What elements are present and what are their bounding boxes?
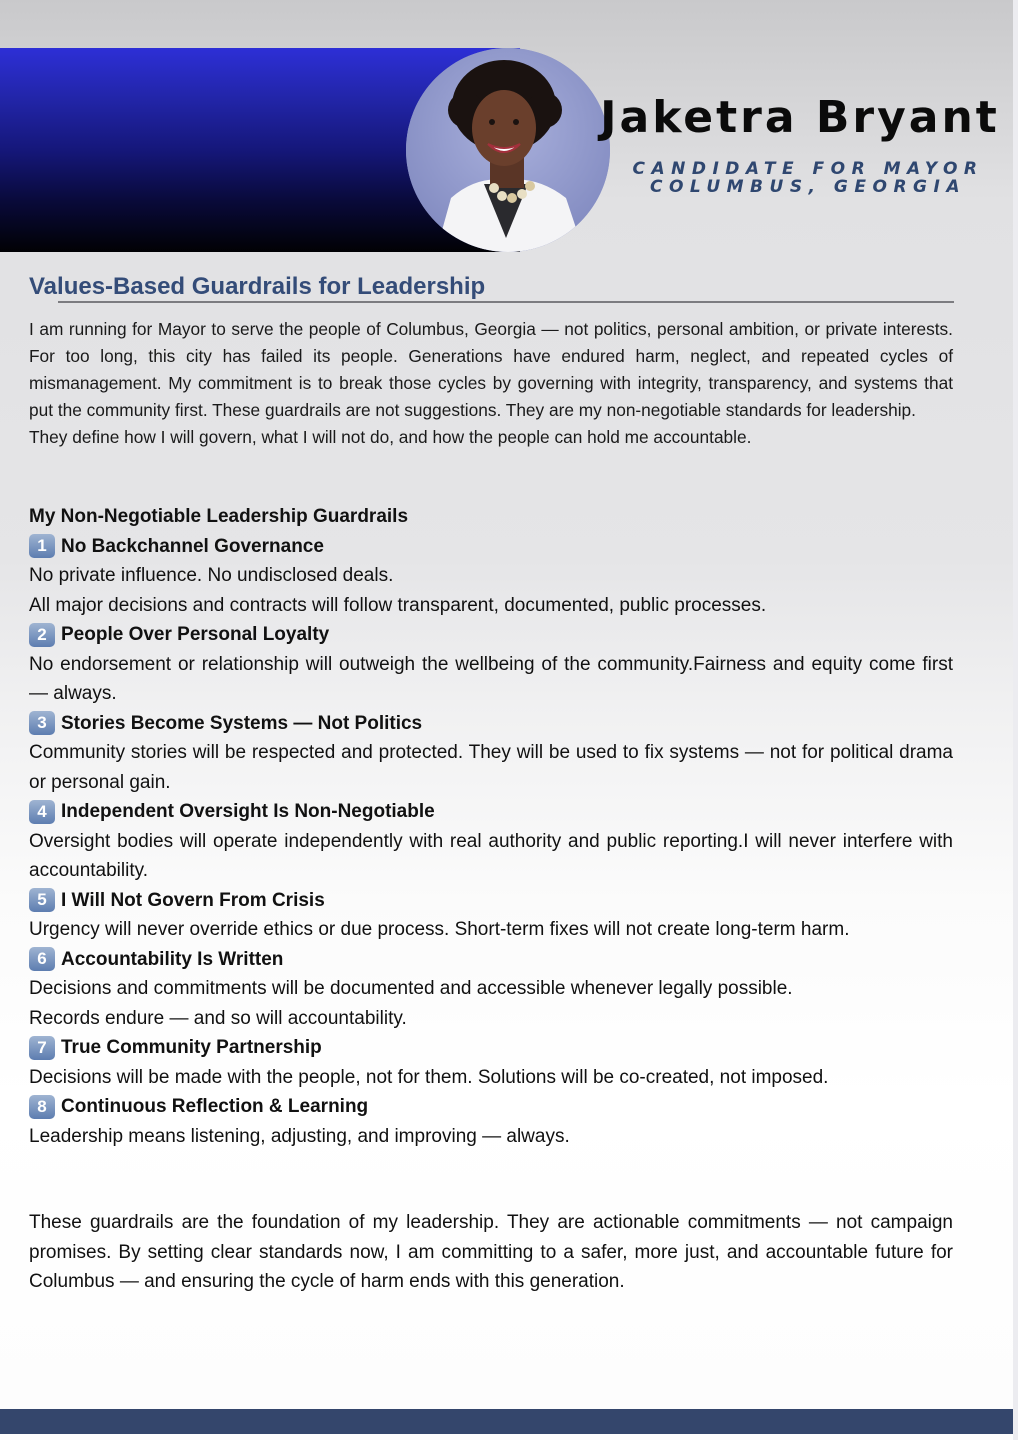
guardrail-title-text: Continuous Reflection & Learning [61, 1096, 369, 1117]
guardrail-text: No private influence. No undisclosed deals. [29, 565, 394, 586]
guardrail-title-text: People Over Personal Loyalty [61, 624, 330, 645]
guardrail-body [29, 827, 953, 886]
guardrail-body [29, 915, 953, 945]
guardrail-title-text: Accountability Is Written [61, 948, 284, 970]
guardrail-title [29, 532, 953, 562]
guardrail-text: Oversight bodies will operate independently with real authority and public reporting.I will never interfere with accountability. [29, 830, 953, 881]
guardrail-body [29, 1063, 953, 1093]
keycap-number-icon: 1 [29, 534, 55, 558]
guardrail-body [29, 650, 953, 709]
guardrail-text: Records endure — and so will accountability. [29, 1007, 407, 1029]
keycap-number-icon: 5 [29, 888, 55, 912]
guardrail-text: Decisions and commitments will be documented and accessible whenever legally possible. [29, 978, 793, 999]
guardrail-text: Community stories will be respected and protected. They will be used to fix systems — not for political drama or personal gain. [29, 742, 953, 793]
candidate-portrait [406, 48, 610, 252]
intro-paragraph: They define how I will govern, what I will not do, and how the people can hold me accountable. [29, 427, 752, 447]
guardrail-title [29, 709, 953, 739]
candidate-subtitle [600, 160, 1016, 196]
intro-text [29, 316, 953, 451]
subtitle-location: COLUMBUS, GEORGIA [650, 177, 966, 197]
guardrails-heading: My Non-Negotiable Leadership Guardrails [29, 506, 409, 527]
keycap-number-icon: 8 [29, 1095, 55, 1119]
keycap-number-icon: 4 [29, 800, 55, 824]
guardrail-text: Leadership means listening, adjusting, and improving — always. [29, 1125, 570, 1147]
guardrail-text: All major decisions and contracts will follow transparent, documented, public processes. [29, 594, 767, 616]
keycap-number-icon: 2 [29, 623, 55, 647]
subtitle-office: CANDIDATE FOR MAYOR [632, 159, 984, 179]
keycap-number-icon: 7 [29, 1036, 55, 1060]
footer-bar [0, 1409, 1013, 1434]
guardrail-title [29, 620, 953, 650]
guardrails-list [29, 502, 953, 1151]
guardrail-title-text: Independent Oversight Is Non-Negotiable [61, 801, 435, 822]
keycap-number-icon: 6 [29, 947, 55, 971]
guardrail-title [29, 886, 953, 916]
guardrail-title [29, 1033, 953, 1063]
guardrail-text: Decisions will be made with the people, not for them. Solutions will be co-created, not imposed. [29, 1066, 829, 1088]
guardrail-text: Urgency will never override ethics or due process. Short-term fixes will not create long-term harm. [29, 919, 850, 940]
keycap-number-icon: 3 [29, 711, 55, 735]
guardrail-body [29, 974, 953, 1033]
guardrail-title [29, 1092, 953, 1122]
title-divider [58, 301, 954, 303]
guardrail-body [29, 561, 953, 620]
page-edge [1013, 0, 1018, 1440]
guardrail-body [29, 738, 953, 797]
closing-paragraph: These guardrails are the foundation of my leadership. They are actionable commitments — not campaign promises. By setting clear standards now, I am committing to a safer, more just, and accountable future for Columbus — and ensuring the cycle of harm ends with this generation. [29, 1212, 953, 1292]
intro-paragraph: I am running for Mayor to serve the people of Columbus, Georgia — not politics, personal ambition, or private interests. For too long, this city has failed its people. Generations have endured harm, neglect, and repeated cycles of mismanagement. My commitment is to break those cycles by governing with integrity, transparency, and systems that put the community first. These guardrails are not suggestions. They are my non-negotiable standards for leadership. [29, 319, 953, 420]
guardrail-title-text: No Backchannel Governance [61, 535, 324, 557]
candidate-name: Jaketra Bryant [600, 92, 1000, 143]
guardrail-title [29, 797, 953, 827]
guardrail-title-text: I Will Not Govern From Crisis [61, 889, 325, 911]
guardrail-title [29, 945, 953, 975]
guardrail-text: No endorsement or relationship will outweigh the wellbeing of the community.Fairness and equity come first — always. [29, 653, 953, 704]
guardrail-title-text: Stories Become Systems — Not Politics [61, 712, 423, 734]
guardrail-body [29, 1122, 953, 1152]
section-title: Values-Based Guardrails for Leadership [29, 273, 486, 300]
guardrail-title-text: True Community Partnership [61, 1037, 322, 1058]
